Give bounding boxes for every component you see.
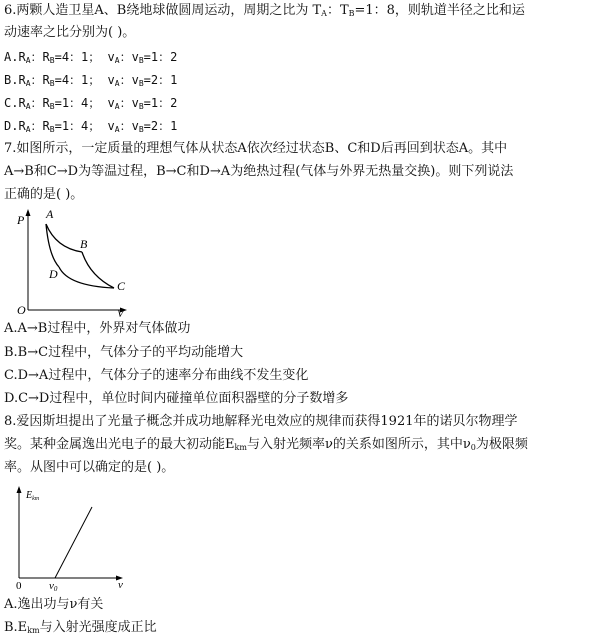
r-ratio: 4：1 bbox=[61, 50, 89, 64]
ek-y-arrow bbox=[17, 486, 22, 493]
r-ratio: 1：4 bbox=[61, 119, 89, 133]
q8-stem-line2: 奖。某种金属逸出光电子的最大初动能$E_{km}$与入射光频率ν的关系如图所示，其中$\nu_0$为极限频 bbox=[4, 437, 528, 452]
q6-option-b: $B.R_A$：$R_B=4$：1； $v_A$：$v_B=2$：1 bbox=[4, 73, 178, 88]
v-ratio: 1：2 bbox=[150, 50, 178, 64]
ek-line bbox=[55, 507, 92, 578]
pv-curve-dc bbox=[59, 267, 114, 288]
q7-option-d: D.C→D过程中，单位时间内碰撞单位面积器壁的分子数增多 bbox=[4, 391, 349, 406]
pv-curve-bc bbox=[82, 252, 114, 288]
pv-label-d: D bbox=[49, 267, 58, 281]
v-ratio: 2：1 bbox=[150, 119, 178, 133]
q7-option-c: C.D→A过程中，气体分子的速率分布曲线不发生变化 bbox=[4, 368, 309, 383]
q6-option-d: $D.R_A$：$R_B=1$：4； $v_A$：$v_B=2$：1 bbox=[4, 119, 178, 134]
q6-option-c: $C.R_A$：$R_B=1$：4； $v_A$：$v_B=1$：2 bbox=[4, 96, 178, 111]
q8-option-a: A.逸出功与ν有关 bbox=[4, 597, 104, 612]
q7-stem-line2: A→B和C→D为等温过程，B→C和D→A为绝热过程(气体与外界无热量交换)。则下列说法 bbox=[4, 164, 514, 179]
option-letter: B. bbox=[4, 73, 19, 87]
q6-stem-line1: 6.两颗人造卫星A、B绕地球做圆周运动，周期之比为 $T_A$：$T_B=1$：8，则轨道半径之比和运 bbox=[4, 3, 525, 18]
ek-label-nu: ν bbox=[118, 579, 123, 591]
q8-stem-line3: 率。从图中可以确定的是( )。 bbox=[4, 460, 175, 475]
v-ratio: 2：1 bbox=[150, 73, 178, 87]
q6-stem-line2: 动速率之比分别为( )。 bbox=[4, 25, 136, 40]
pv-curve-ad bbox=[46, 224, 59, 267]
q8-option-b: $B.E_{km}$与入射光强度成正比 bbox=[4, 620, 157, 635]
pv-label-c: C bbox=[117, 279, 126, 293]
option-letter: D. bbox=[4, 119, 19, 133]
ek-label-e: $E_{km}$ bbox=[26, 490, 40, 502]
pv-y-arrow bbox=[26, 209, 31, 216]
ek-label-nu0: ν0 bbox=[49, 580, 58, 593]
q6-option-a: $A.R_A$：$R_B=4$：1； $v_A$：$v_B=1$：2 bbox=[4, 50, 178, 65]
q7-option-b: B.B→C过程中，气体分子的平均动能增大 bbox=[4, 345, 244, 360]
q7-stem-line3: 正确的是( )。 bbox=[4, 187, 84, 202]
ek-label-origin: 0 bbox=[16, 580, 22, 592]
option-letter: C. bbox=[4, 96, 19, 110]
r-ratio: 4：1 bbox=[61, 73, 89, 87]
pv-curve-ab bbox=[46, 224, 82, 252]
q7-option-a: A.A→B过程中，外界对气体做功 bbox=[4, 321, 191, 336]
pv-label-p: P bbox=[17, 213, 25, 227]
option-letter: A. bbox=[4, 50, 19, 64]
pv-diagram bbox=[0, 206, 140, 318]
pv-label-v: V bbox=[117, 308, 124, 318]
pv-label-a: A bbox=[46, 207, 54, 221]
q7-stem-line1: 7.如图所示，一定质量的理想气体从状态A依次经过状态B、C和D后再回到状态A。其中 bbox=[4, 141, 508, 156]
ek-nu-graph bbox=[0, 482, 140, 594]
pv-label-o: O bbox=[17, 303, 26, 317]
v-ratio: 1：2 bbox=[150, 96, 178, 110]
pv-label-b: B bbox=[80, 237, 88, 251]
q8-stem-line1: 8.爱因斯坦提出了光量子概念并成功地解释光电效应的规律而获得1921年的诺贝尔物理学 bbox=[4, 414, 518, 429]
r-ratio: 1：4 bbox=[61, 96, 89, 110]
